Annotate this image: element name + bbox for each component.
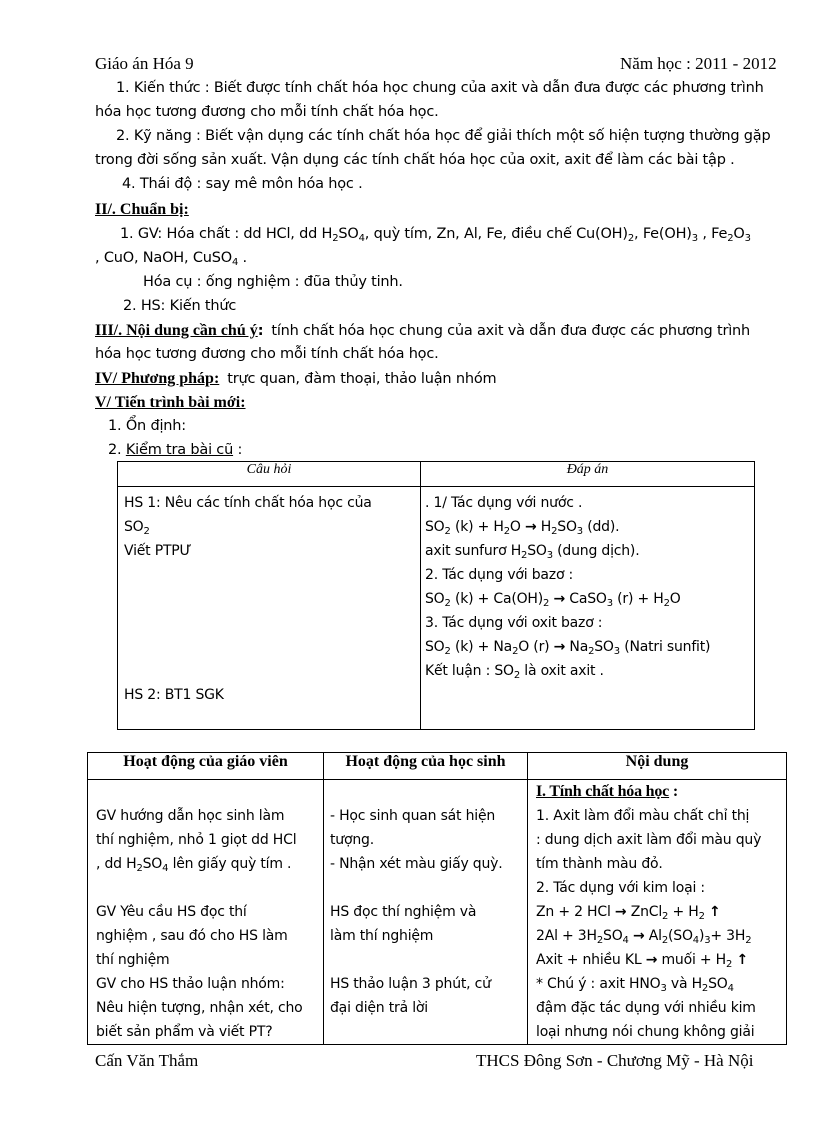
objective-knowledge-line1: 1. Kiến thức : Biết được tính chất hóa học chung của axit và dẫn đưa được các phương trình	[116, 80, 764, 96]
teacher-activity-cell: GV hướng dẫn học sinh làm thí nghiệm, nhỏ 1 giọt dd HCl , dd $H_2SO_4$ lên giấy quỳ tím . GV Yêu cầu HS đọc thí nghiệm , sau đó cho HS làm thí nghiệm GV cho HS thảo luận nhóm: Nêu hiện tượng, nhận xét, cho biết sản phẩm và viết PT?	[88, 780, 324, 1045]
section-preparation-heading: II/. Chuẩn bị:	[95, 201, 189, 218]
section-method-heading: IV/ Phương pháp:	[95, 370, 220, 387]
preparation-tools: Hóa cụ : ống nghiệm : đũa thủy tinh.	[143, 274, 403, 290]
content-heading: I. Tính chất hóa học	[536, 783, 670, 800]
preparation-gv-text: 1. GV: Hóa chất : dd HCl, dd H	[120, 226, 333, 242]
objective-skill-line2: trong đời sống sản xuất. Vận dụng các tính chất hóa học của oxit, axit để làm các bài tập .	[95, 152, 735, 168]
activity-table	[87, 752, 787, 1045]
preparation-gv-line: 1. GV: Hóa chất : dd HCl, dd $H_2SO_4$, quỳ tím, Zn, Al, Fe, điều chế $Cu(OH)_2$, $Fe(OH)_3$ , $Fe_2O_3$	[120, 226, 751, 244]
arrow-right-icon: →	[632, 928, 645, 944]
arrow-right-icon: →	[553, 591, 565, 607]
arrow-right-icon: →	[614, 904, 627, 920]
section-process-heading: V/ Tiến trình bài mới:	[95, 394, 246, 411]
footer-school: THCS Đông Sơn - Chương Mỹ - Hà Nội	[476, 1051, 754, 1070]
content-cell: I. Tính chất hóa học : 1. Axit làm đổi màu chất chỉ thị : dung dịch axit làm đổi màu quỳ tím thành màu đỏ. 2. Tác dụng với kim loại : Zn + 2 HCl → ZnCl$_2$ + $H_2$ ↑ $2Al + 3H_2SO_4 \to Al_2(SO_4)_3+ 3H_2$ Axit + nhiều KL → muối + $H_2$ ↑ * Chú ý : axit $HNO_3$ và $H_2SO_4$ đậm đặc tác dụng với nhiều kim loại nhưng nói chung không giải	[528, 780, 787, 1045]
review-table	[117, 461, 755, 730]
activity-col-content: Nội dung	[528, 753, 787, 780]
footer-author: Cấn Văn Thắm	[95, 1051, 199, 1070]
objective-knowledge-line2: hóa học tương đương cho mỗi tính chất hóa học.	[95, 104, 439, 120]
activity-col-student: Hoạt động của học sinh	[324, 753, 528, 780]
preparation-hs: 2. HS: Kiến thức	[123, 298, 237, 314]
review-col-question: Câu hỏi	[118, 462, 421, 487]
review-questions-cell: HS 1: Nêu các tính chất hóa học của $SO_2$ Viết PTPƯ HS 2: BT1 SGK	[118, 487, 421, 730]
arrow-right-icon: →	[645, 952, 658, 968]
review-q2: HS 2: BT1 SGK	[124, 687, 224, 703]
process-step1: 1. Ổn định:	[108, 418, 186, 434]
section-content-focus: III/. Nội dung cần chú ý: tính chất hóa học chung của axit và dẫn đưa được các phương trình	[95, 322, 751, 339]
arrow-right-icon: →	[524, 519, 537, 535]
arrow-right-icon: →	[553, 639, 566, 655]
header-title: Giáo án Hóa 9	[95, 54, 194, 73]
arrow-up-icon: ↑	[736, 952, 748, 968]
preparation-gv-line2: , CuO, NaOH, CuSO$_4$ .	[95, 250, 247, 268]
review-answers-cell: . 1/ Tác dụng với nước . $SO_2$ $(k) + H_2O \to H_2SO_3$ (dd). axit sunfurơ $H_2SO_3$ (dung dịch). 2. Tác dụng với bazơ : $SO_2$ $(k) + Ca(OH)_2$ → CaSO$_3$ $(r) + H_2O$ 3. Tác dụng với oxit bazơ : $SO_2$ $(k) + Na_2O$ $(r) \to Na_2SO_3$ (Natri sunfit) Kết luận : $SO_2$ là oxit axit .	[421, 487, 755, 730]
section-content-focus-heading: III/. Nội dung cần chú ý	[95, 322, 258, 339]
arrow-up-icon: ↑	[709, 904, 721, 920]
section-method: IV/ Phương pháp: trực quan, đàm thoại, thảo luận nhóm	[95, 370, 497, 387]
student-activity-cell: - Học sinh quan sát hiện tượng. - Nhận xét màu giấy quỳ. HS đọc thí nghiệm và làm thí nghiệm HS thảo luận 3 phút, cử đại diện trả lời	[324, 780, 528, 1045]
objective-attitude: 4. Thái độ : say mê môn hóa học .	[122, 176, 363, 192]
review-col-answer: Đáp án	[421, 462, 755, 487]
process-step2: 2. Kiểm tra bài cũ :	[108, 442, 243, 458]
content-focus-line2: hóa học tương đương cho mỗi tính chất hóa học.	[95, 346, 439, 362]
activity-col-teacher: Hoạt động của giáo viên	[88, 753, 324, 780]
objective-skill-line1: 2. Kỹ năng : Biết vận dụng các tính chất hóa học để giải thích một số hiện tượng thường gặp	[116, 128, 771, 144]
header-year: Năm học : 2011 - 2012	[620, 54, 777, 73]
